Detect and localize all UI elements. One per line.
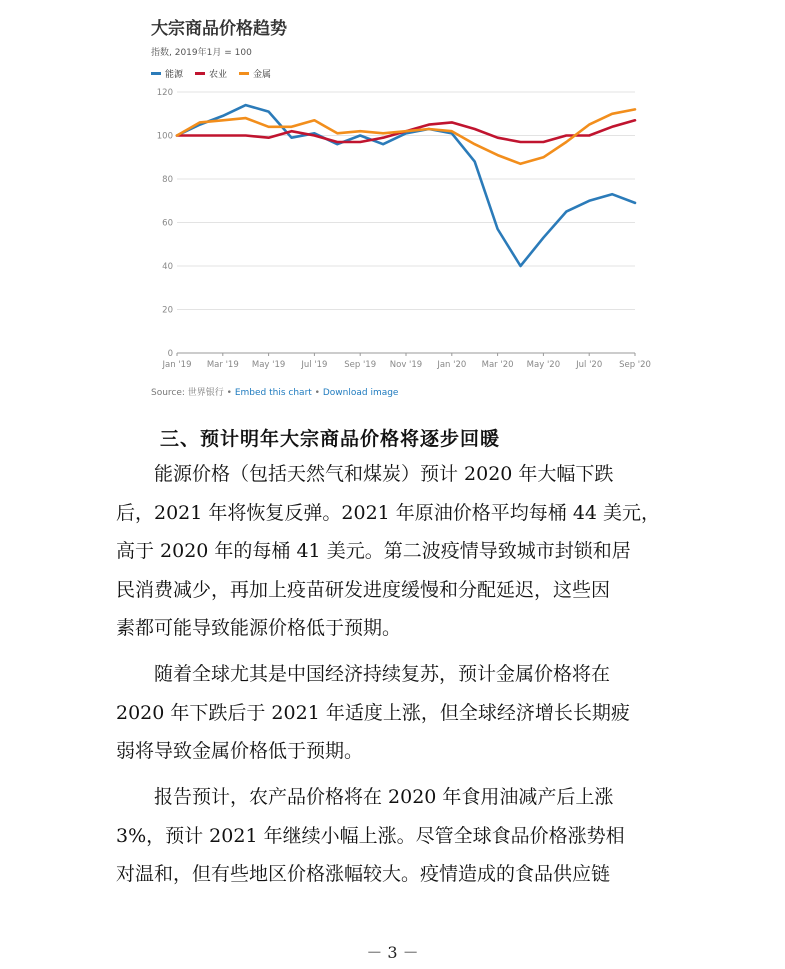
chart-subtitle: 指数, 2019年1月 = 100 (151, 48, 252, 58)
paragraph-line: 能源价格（包括天然气和煤炭）预计 2020 年大幅下跌 (116, 463, 614, 485)
x-tick-label: Nov '19 (389, 360, 423, 370)
x-tick-label: May '20 (526, 360, 561, 370)
chart-source-line (151, 385, 398, 398)
download-image-link[interactable]: Download image (322, 388, 399, 398)
source-text: Source: 世界银行 • (151, 388, 235, 398)
paragraph-line: 后，2021 年将恢复反弹。2021 年原油价格平均每桶 44 美元， (116, 501, 661, 524)
embed-chart-link[interactable]: Embed this chart (234, 388, 312, 398)
x-tick-label: Sep '20 (619, 360, 651, 370)
y-tick-label: 80 (162, 175, 173, 185)
x-tick-label: Mar '20 (481, 360, 514, 370)
legend-label-metals: 金属 (253, 70, 272, 80)
x-tick-label: Jan '19 (162, 360, 192, 370)
paragraph-line: 弱将导致金属价格低于预期。 (116, 740, 364, 762)
series-line-0 (177, 105, 635, 266)
paragraph-line: 随着全球尤其是中国经济持续复苏，预计金属价格将在 (116, 663, 611, 685)
paragraph-line: 2020 年下跌后于 2021 年适度上涨，但全球经济增长长期疲 (116, 701, 630, 724)
y-tick-label: 60 (162, 218, 173, 229)
source-separator: • (311, 388, 323, 398)
legend-label-agriculture: 农业 (209, 70, 228, 80)
section-heading: 三、预计明年大宗商品价格将逐步回暖 (160, 428, 501, 450)
page-number: － 3 － (366, 943, 419, 962)
paragraph-line: 对温和，但有些地区价格涨幅较大。疫情造成的食品供应链 (116, 863, 611, 885)
y-tick-label: 120 (156, 88, 173, 98)
chart-legend (151, 67, 271, 80)
paragraph-metals (116, 655, 676, 771)
legend-item-energy[interactable] (151, 67, 183, 80)
legend-item-metals[interactable] (239, 67, 271, 80)
legend-item-agriculture[interactable] (195, 67, 227, 80)
paragraph-line: 报告预计，农产品价格将在 2020 年食用油减产后上涨 (116, 786, 614, 808)
y-tick-label: 40 (162, 262, 173, 272)
paragraph-line: 高于 2020 年的每桶 41 美元。第二波疫情导致城市封锁和居 (116, 540, 631, 562)
legend-swatch-agriculture (195, 72, 205, 75)
legend-swatch-metals (239, 72, 249, 75)
y-tick-label: 100 (156, 131, 173, 142)
x-tick-label: Jan '20 (437, 360, 467, 370)
x-tick-label: Sep '19 (344, 360, 377, 370)
y-tick-label: 20 (162, 305, 173, 316)
chart-title: 大宗商品价格趋势 (151, 19, 287, 39)
paragraph-line: 3%，预计 2021 年继续小幅上涨。尽管全球食品价格涨势相 (116, 824, 625, 847)
legend-swatch-energy (151, 72, 161, 75)
x-tick-label: Mar '19 (206, 360, 239, 370)
x-tick-label: Jul '20 (576, 360, 603, 370)
y-tick-label: 0 (167, 349, 173, 359)
legend-label-energy: 能源 (165, 70, 184, 80)
paragraph-agriculture (116, 778, 676, 894)
x-tick-label: May '19 (251, 360, 286, 370)
paragraph-line: 民消费减少，再加上疫苗研发进度缓慢和分配延迟，这些因 (116, 578, 611, 601)
commodity-price-line-chart (145, 82, 651, 377)
paragraph-energy (116, 455, 676, 648)
paragraph-line: 素都可能导致能源价格低于预期。 (116, 617, 402, 639)
x-tick-label: Jul '19 (301, 360, 328, 370)
